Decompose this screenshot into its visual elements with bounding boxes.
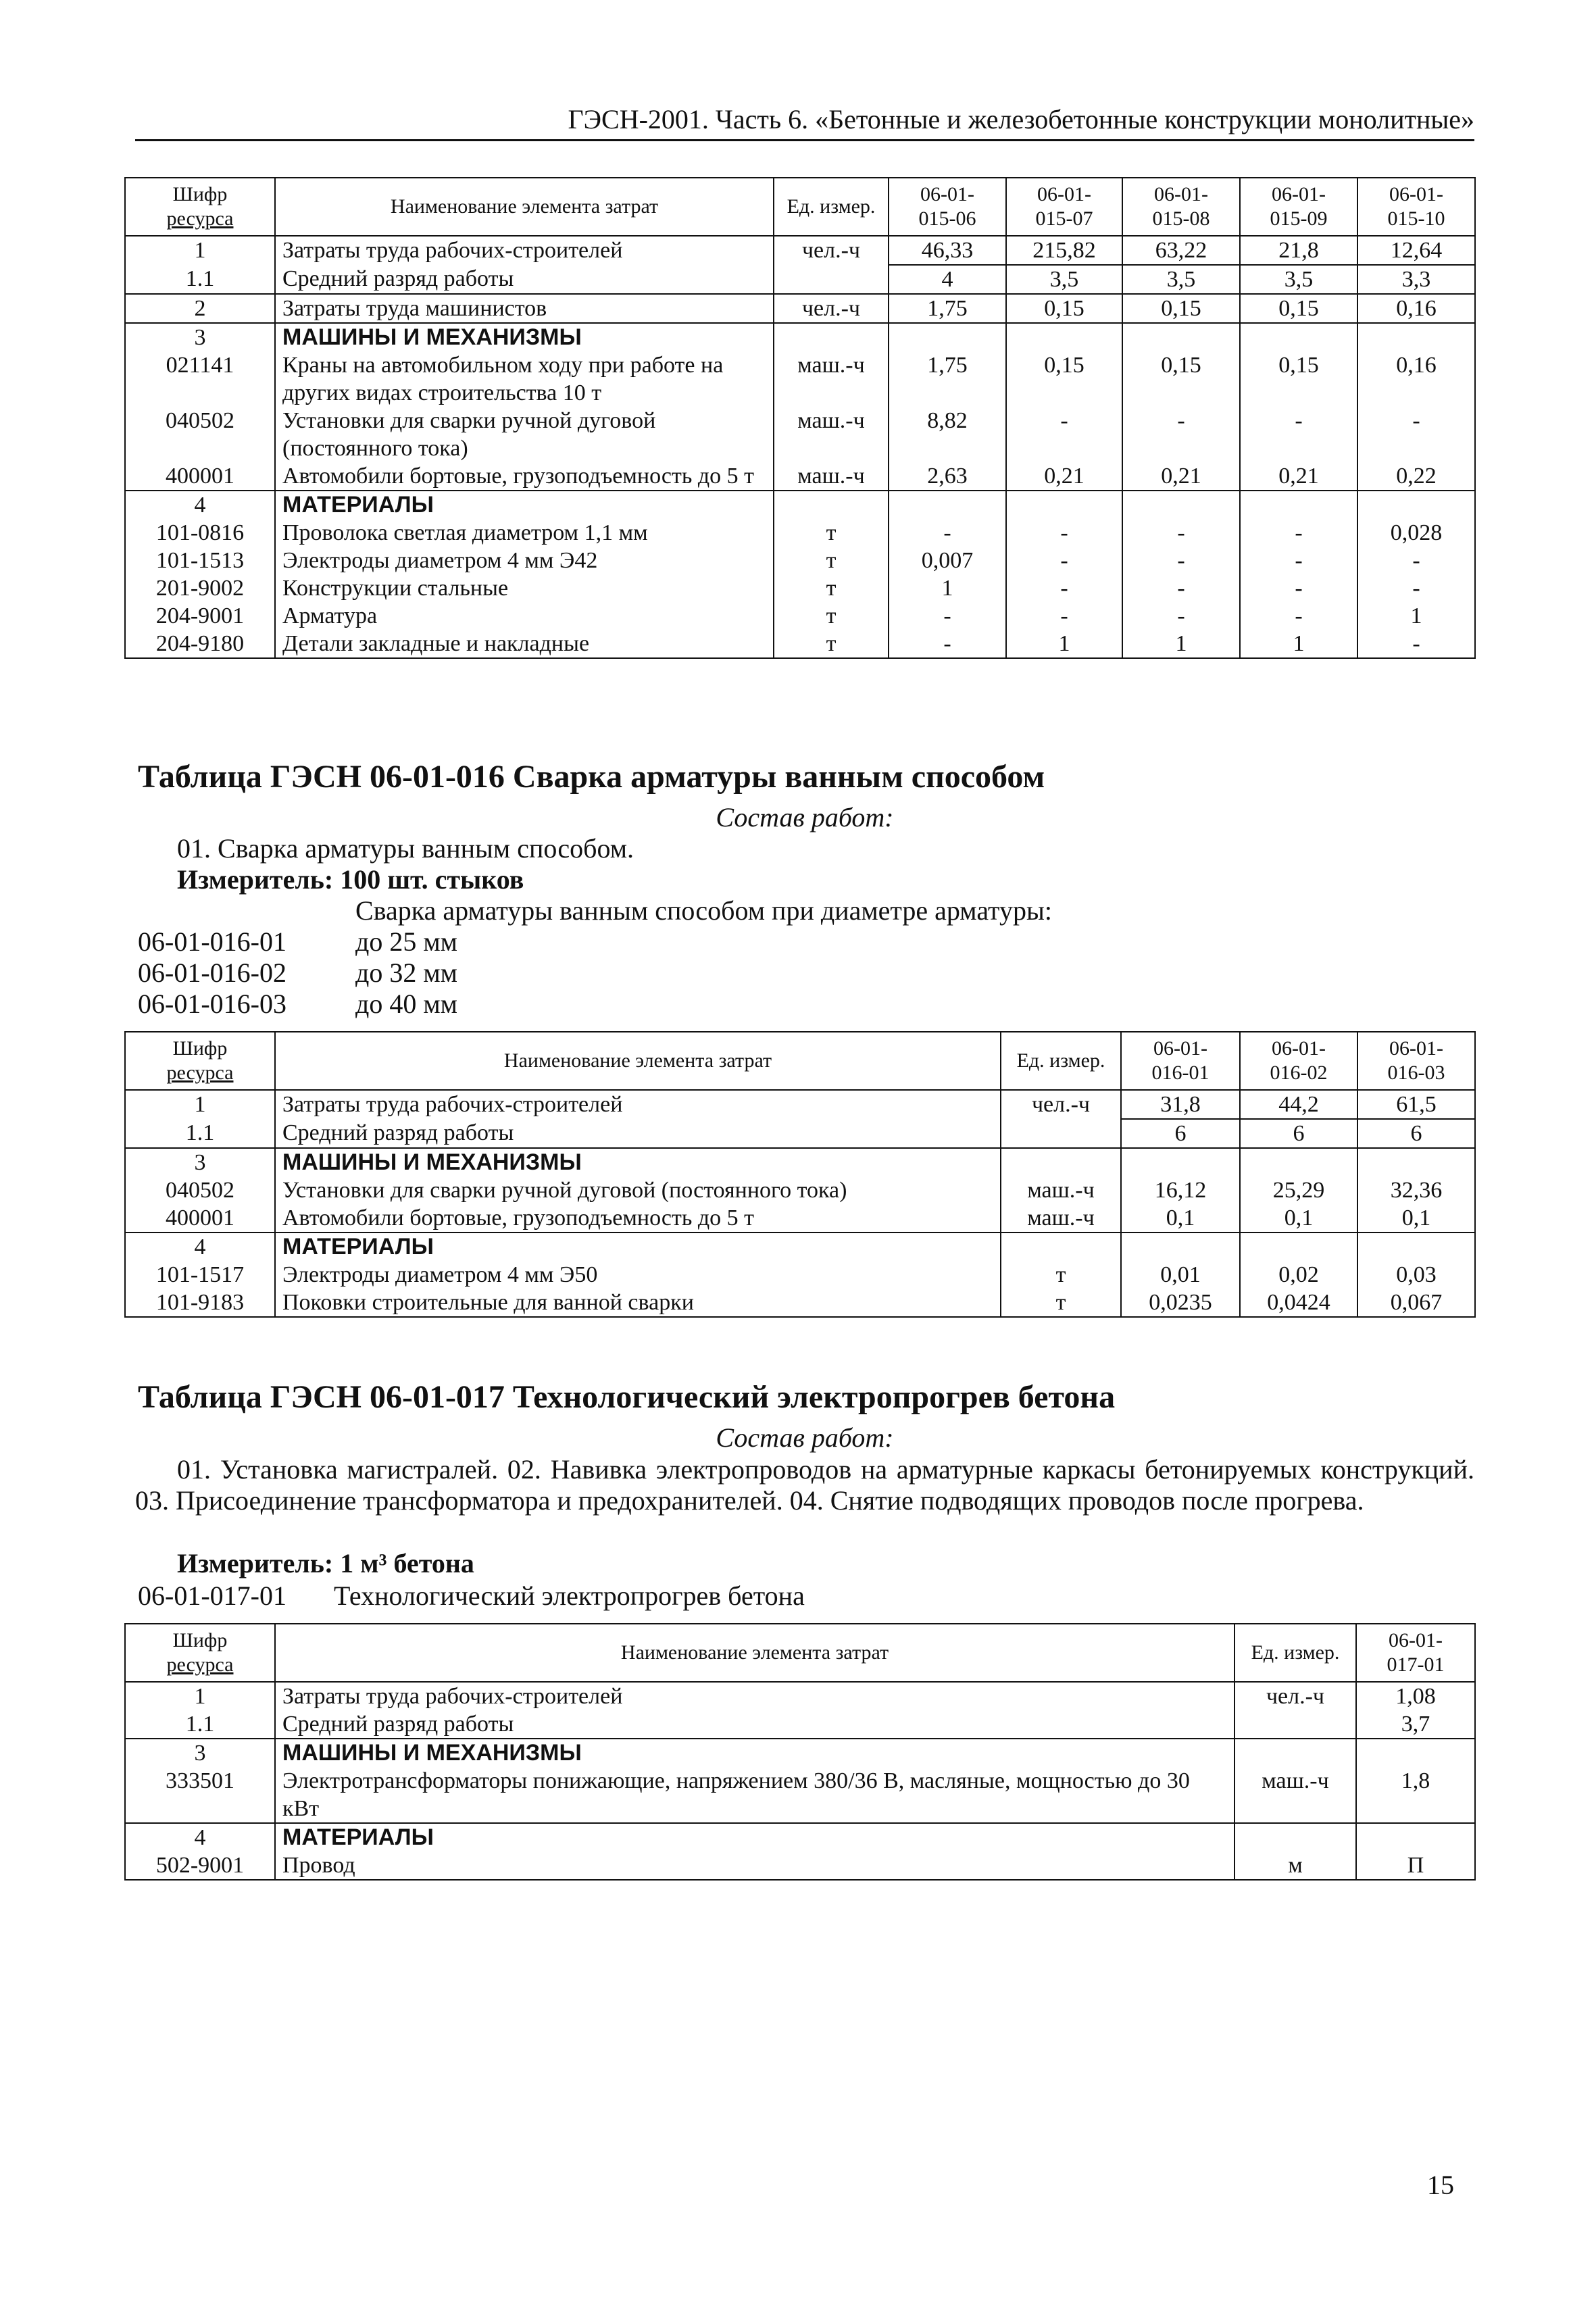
resource-name: Установки для сварки ручной дуговой (постоянного тока) bbox=[275, 1176, 1001, 1204]
unit-cell: маш.-ч bbox=[774, 462, 889, 491]
header-col-2: 06-01- 016-02 bbox=[1240, 1032, 1357, 1090]
table-row bbox=[125, 1176, 1475, 1204]
value-cell: - bbox=[1122, 519, 1240, 547]
value-cell: 1 bbox=[889, 574, 1006, 602]
table-header-row bbox=[125, 1624, 1475, 1682]
table-row bbox=[125, 1710, 1475, 1739]
header-unit: Ед. измер. bbox=[1235, 1624, 1356, 1682]
value-cell: 0,01 bbox=[1121, 1261, 1240, 1289]
value-cell: 0,16 bbox=[1357, 294, 1475, 323]
value-cell: 0,21 bbox=[1006, 462, 1122, 491]
value-cell: 1 bbox=[1006, 630, 1122, 658]
table-row bbox=[125, 1823, 1475, 1851]
section-heading: МАШИНЫ И МЕХАНИЗМЫ bbox=[275, 323, 774, 351]
value-cell: - bbox=[889, 630, 1006, 658]
resource-name: Затраты труда машинистов bbox=[275, 294, 774, 323]
table-row bbox=[125, 1739, 1475, 1767]
value-cell: 0,0424 bbox=[1240, 1289, 1357, 1317]
resource-code: 040502 bbox=[125, 1176, 275, 1204]
value-cell bbox=[1356, 1739, 1475, 1767]
item-code-017-01: 06-01-017-01 bbox=[138, 1580, 286, 1611]
value-cell bbox=[1121, 1148, 1240, 1176]
value-cell: - bbox=[889, 519, 1006, 547]
resource-code: 1.1 bbox=[125, 1119, 275, 1148]
resource-code: 101-1517 bbox=[125, 1261, 275, 1289]
table-row bbox=[125, 1261, 1475, 1289]
value-cell: - bbox=[1006, 407, 1122, 462]
value-cell: 0,1 bbox=[1121, 1204, 1240, 1233]
value-cell: - bbox=[1006, 602, 1122, 630]
resource-code: 3 bbox=[125, 1739, 275, 1767]
unit-cell: маш.-ч bbox=[1235, 1767, 1356, 1823]
table-row bbox=[125, 236, 1475, 265]
value-cell: 0,22 bbox=[1357, 462, 1475, 491]
item-desc-016-01: до 25 мм bbox=[355, 926, 457, 957]
unit-cell bbox=[1235, 1739, 1356, 1767]
resource-name: Краны на автомобильном ходу при работе на других видах строительства 10 т bbox=[275, 351, 774, 407]
unit-cell: т bbox=[1001, 1261, 1121, 1289]
value-cell: 12,64 bbox=[1357, 236, 1475, 265]
value-cell bbox=[1006, 491, 1122, 519]
resource-code: 502-9001 bbox=[125, 1851, 275, 1880]
item-desc-016-03: до 40 мм bbox=[355, 989, 457, 1019]
value-cell: 8,82 bbox=[889, 407, 1006, 462]
value-cell: 215,82 bbox=[1006, 236, 1122, 265]
value-cell: 1 bbox=[1240, 630, 1357, 658]
table-row bbox=[125, 1090, 1475, 1119]
value-cell: 46,33 bbox=[889, 236, 1006, 265]
header-code: Шифр ресурса bbox=[125, 178, 275, 236]
section-heading: МАТЕРИАЛЫ bbox=[275, 1233, 1001, 1261]
value-cell: - bbox=[1240, 574, 1357, 602]
value-cell: 61,5 bbox=[1357, 1090, 1475, 1119]
value-cell: 0,21 bbox=[1122, 462, 1240, 491]
value-cell: 0,0235 bbox=[1121, 1289, 1240, 1317]
unit-cell bbox=[774, 491, 889, 519]
value-cell: - bbox=[1357, 574, 1475, 602]
header-col-1: 06-01- 017-01 bbox=[1356, 1624, 1475, 1682]
resource-code: 101-0816 bbox=[125, 519, 275, 547]
unit-cell: т bbox=[1001, 1289, 1121, 1317]
table-row bbox=[125, 547, 1475, 574]
resource-table-016 bbox=[124, 1031, 1476, 1318]
resource-code: 1 bbox=[125, 1090, 275, 1119]
value-cell bbox=[1122, 323, 1240, 351]
value-cell: 6 bbox=[1121, 1119, 1240, 1148]
value-cell bbox=[1122, 491, 1240, 519]
unit-cell bbox=[1235, 1710, 1356, 1739]
value-cell: 3,5 bbox=[1240, 265, 1357, 294]
table-row bbox=[125, 1148, 1475, 1176]
value-cell: 0,15 bbox=[1006, 294, 1122, 323]
value-cell: 0,1 bbox=[1357, 1204, 1475, 1233]
unit-cell bbox=[774, 265, 889, 294]
table-row bbox=[125, 1289, 1475, 1317]
resource-code: 400001 bbox=[125, 462, 275, 491]
resource-name: Электроды диаметром 4 мм Э50 bbox=[275, 1261, 1001, 1289]
resource-name: Автомобили бортовые, грузоподъемность до 5 т bbox=[275, 462, 774, 491]
unit-cell: чел.-ч bbox=[1235, 1682, 1356, 1710]
table-row bbox=[125, 265, 1475, 294]
table-row bbox=[125, 407, 1475, 462]
section-title-016: Таблица ГЭСН 06-01-016 Сварка арматуры ванным способом bbox=[138, 759, 1045, 795]
value-cell: 0,15 bbox=[1240, 351, 1357, 407]
value-cell: 0,15 bbox=[1122, 351, 1240, 407]
value-cell: 0,028 bbox=[1357, 519, 1475, 547]
resource-code: 101-1513 bbox=[125, 547, 275, 574]
unit-cell: маш.-ч bbox=[774, 407, 889, 462]
item-code-016-01: 06-01-016-01 bbox=[138, 926, 286, 957]
value-cell: 1 bbox=[1122, 630, 1240, 658]
resource-code: 333501 bbox=[125, 1767, 275, 1823]
header-unit: Ед. измер. bbox=[774, 178, 889, 236]
header-col-4: 06-01- 015-09 bbox=[1240, 178, 1357, 236]
resource-code: 204-9180 bbox=[125, 630, 275, 658]
resource-name: Электротрансформаторы понижающие, напряжением 380/36 В, масляные, мощностью до 30 кВт bbox=[275, 1767, 1235, 1823]
value-cell: 0,15 bbox=[1122, 294, 1240, 323]
header-name: Наименование элемента затрат bbox=[275, 1624, 1235, 1682]
value-cell: - bbox=[1006, 547, 1122, 574]
value-cell: 1,08 bbox=[1356, 1682, 1475, 1710]
table-row bbox=[125, 630, 1475, 658]
composition-label-017: Состав работ: bbox=[716, 1422, 894, 1453]
header-col-1: 06-01- 016-01 bbox=[1121, 1032, 1240, 1090]
value-cell: - bbox=[1357, 547, 1475, 574]
value-cell: 0,02 bbox=[1240, 1261, 1357, 1289]
value-cell: - bbox=[1006, 574, 1122, 602]
header-col-2: 06-01- 015-07 bbox=[1006, 178, 1122, 236]
resource-code: 3 bbox=[125, 323, 275, 351]
resource-name: Провод bbox=[275, 1851, 1235, 1880]
resource-code: 4 bbox=[125, 1233, 275, 1261]
value-cell: - bbox=[1122, 574, 1240, 602]
resource-code: 1.1 bbox=[125, 265, 275, 294]
value-cell bbox=[889, 323, 1006, 351]
resource-code: 101-9183 bbox=[125, 1289, 275, 1317]
value-cell bbox=[1240, 323, 1357, 351]
header-col-3: 06-01- 015-08 bbox=[1122, 178, 1240, 236]
header-col-3: 06-01- 016-03 bbox=[1357, 1032, 1475, 1090]
table-header-row bbox=[125, 1032, 1475, 1090]
header-name: Наименование элемента затрат bbox=[275, 1032, 1001, 1090]
value-cell bbox=[1121, 1233, 1240, 1261]
table-row bbox=[125, 1682, 1475, 1710]
unit-cell: м bbox=[1235, 1851, 1356, 1880]
unit-cell: маш.-ч bbox=[1001, 1176, 1121, 1204]
table-row bbox=[125, 351, 1475, 407]
header-col-5: 06-01- 015-10 bbox=[1357, 178, 1475, 236]
table-row bbox=[125, 1851, 1475, 1880]
unit-cell bbox=[1001, 1119, 1121, 1148]
resource-code: 4 bbox=[125, 491, 275, 519]
value-cell: 0,067 bbox=[1357, 1289, 1475, 1317]
resource-name: Проволока светлая диаметром 1,1 мм bbox=[275, 519, 774, 547]
section-title-017: Таблица ГЭСН 06-01-017 Технологический электропрогрев бетона bbox=[138, 1379, 1116, 1415]
header-code: Шифр ресурса bbox=[125, 1032, 275, 1090]
value-cell: 4 bbox=[889, 265, 1006, 294]
value-cell: - bbox=[1240, 407, 1357, 462]
value-cell: 25,29 bbox=[1240, 1176, 1357, 1204]
resource-name: Установки для сварки ручной дуговой (постоянного тока) bbox=[275, 407, 774, 462]
resource-code: 3 bbox=[125, 1148, 275, 1176]
item-code-016-03: 06-01-016-03 bbox=[138, 989, 286, 1019]
unit-cell bbox=[774, 323, 889, 351]
unit-cell: чел.-ч bbox=[774, 236, 889, 265]
unit-cell: т bbox=[774, 519, 889, 547]
item-desc-016-02: до 32 мм bbox=[355, 957, 457, 988]
unit-cell bbox=[1001, 1148, 1121, 1176]
unit-cell: чел.-ч bbox=[1001, 1090, 1121, 1119]
item-code-016-02: 06-01-016-02 bbox=[138, 957, 286, 988]
table-row bbox=[125, 519, 1475, 547]
value-cell: 1,75 bbox=[889, 294, 1006, 323]
section-heading: МАТЕРИАЛЫ bbox=[275, 1823, 1235, 1851]
table-row bbox=[125, 491, 1475, 519]
value-cell: 63,22 bbox=[1122, 236, 1240, 265]
value-cell: - bbox=[1240, 602, 1357, 630]
meter-016: Измеритель: 100 шт. стыков bbox=[177, 864, 524, 895]
resource-name: Средний разряд работы bbox=[275, 265, 774, 294]
resource-name: Электроды диаметром 4 мм Э42 bbox=[275, 547, 774, 574]
table-row bbox=[125, 1233, 1475, 1261]
unit-cell: т bbox=[774, 630, 889, 658]
value-cell: 0,21 bbox=[1240, 462, 1357, 491]
item-desc-017-01: Технологический электропрогрев бетона bbox=[334, 1580, 805, 1611]
resource-code: 1 bbox=[125, 236, 275, 265]
value-cell: - bbox=[1357, 407, 1475, 462]
running-header: ГЭСН-2001. Часть 6. «Бетонные и железобетонные конструкции монолитные» bbox=[135, 103, 1474, 141]
page-number: 15 bbox=[1427, 2170, 1454, 2200]
table-row bbox=[125, 1119, 1475, 1148]
value-cell: 0,007 bbox=[889, 547, 1006, 574]
table-row bbox=[125, 1204, 1475, 1233]
value-cell: - bbox=[1240, 519, 1357, 547]
value-cell: 32,36 bbox=[1357, 1176, 1475, 1204]
unit-cell bbox=[1001, 1233, 1121, 1261]
value-cell: 3,5 bbox=[1006, 265, 1122, 294]
table-row bbox=[125, 323, 1475, 351]
resource-name: Затраты труда рабочих-строителей bbox=[275, 1682, 1235, 1710]
value-cell: - bbox=[889, 602, 1006, 630]
value-cell: 0,15 bbox=[1006, 351, 1122, 407]
value-cell: - bbox=[1357, 630, 1475, 658]
table-row bbox=[125, 294, 1475, 323]
table-header-row bbox=[125, 178, 1475, 236]
value-cell: 16,12 bbox=[1121, 1176, 1240, 1204]
section-heading: МАТЕРИАЛЫ bbox=[275, 491, 774, 519]
value-cell: 1,75 bbox=[889, 351, 1006, 407]
value-cell bbox=[1357, 1233, 1475, 1261]
value-cell: 6 bbox=[1357, 1119, 1475, 1148]
unit-cell: т bbox=[774, 547, 889, 574]
table-row bbox=[125, 1767, 1475, 1823]
resource-code: 2 bbox=[125, 294, 275, 323]
unit-cell: чел.-ч bbox=[774, 294, 889, 323]
meter-017: Измеритель: 1 м³ бетона bbox=[177, 1548, 474, 1578]
resource-code: 400001 bbox=[125, 1204, 275, 1233]
header-code: Шифр ресурса bbox=[125, 1624, 275, 1682]
value-cell: 3,5 bbox=[1122, 265, 1240, 294]
resource-name: Поковки строительные для ванной сварки bbox=[275, 1289, 1001, 1317]
table-row bbox=[125, 462, 1475, 491]
value-cell: - bbox=[1006, 519, 1122, 547]
value-cell: - bbox=[1122, 602, 1240, 630]
value-cell bbox=[889, 491, 1006, 519]
value-cell bbox=[1240, 1233, 1357, 1261]
composition-label-016: Состав работ: bbox=[716, 802, 894, 832]
value-cell: 6 bbox=[1240, 1119, 1357, 1148]
value-cell bbox=[1356, 1823, 1475, 1851]
value-cell: 0,15 bbox=[1240, 294, 1357, 323]
value-cell: 0,03 bbox=[1357, 1261, 1475, 1289]
value-cell bbox=[1240, 491, 1357, 519]
resource-code: 201-9002 bbox=[125, 574, 275, 602]
resource-name: Арматура bbox=[275, 602, 774, 630]
resource-name: Затраты труда рабочих-строителей bbox=[275, 1090, 1001, 1119]
resource-name: Конструкции стальные bbox=[275, 574, 774, 602]
value-cell: 3,3 bbox=[1357, 265, 1475, 294]
resource-code: 040502 bbox=[125, 407, 275, 462]
value-cell: - bbox=[1122, 407, 1240, 462]
resource-code: 1 bbox=[125, 1682, 275, 1710]
value-cell: - bbox=[1240, 547, 1357, 574]
resource-name: Средний разряд работы bbox=[275, 1119, 1001, 1148]
header-name: Наименование элемента затрат bbox=[275, 178, 774, 236]
value-cell: 2,63 bbox=[889, 462, 1006, 491]
unit-cell: маш.-ч bbox=[1001, 1204, 1121, 1233]
unit-cell bbox=[1235, 1823, 1356, 1851]
resource-name: Средний разряд работы bbox=[275, 1710, 1235, 1739]
composition-text-016: 01. Сварка арматуры ванным способом. bbox=[177, 833, 634, 864]
value-cell bbox=[1006, 323, 1122, 351]
resource-code: 204-9001 bbox=[125, 602, 275, 630]
header-unit: Ед. измер. bbox=[1001, 1032, 1121, 1090]
resource-code: 4 bbox=[125, 1823, 275, 1851]
resource-code: 021141 bbox=[125, 351, 275, 407]
resource-code: 1.1 bbox=[125, 1710, 275, 1739]
value-cell: 0,16 bbox=[1357, 351, 1475, 407]
value-cell: 0,1 bbox=[1240, 1204, 1357, 1233]
value-cell bbox=[1357, 323, 1475, 351]
value-cell: - bbox=[1122, 547, 1240, 574]
unit-cell: т bbox=[774, 602, 889, 630]
unit-cell: т bbox=[774, 574, 889, 602]
value-cell bbox=[1357, 491, 1475, 519]
value-cell: 31,8 bbox=[1121, 1090, 1240, 1119]
resource-name: Автомобили бортовые, грузоподъемность до 5 т bbox=[275, 1204, 1001, 1233]
value-cell: 3,7 bbox=[1356, 1710, 1475, 1739]
section-heading: МАШИНЫ И МЕХАНИЗМЫ bbox=[275, 1739, 1235, 1767]
subtitle-016: Сварка арматуры ванным способом при диаметре арматуры: bbox=[355, 895, 1052, 926]
table-row bbox=[125, 574, 1475, 602]
table-row bbox=[125, 602, 1475, 630]
value-cell: 1 bbox=[1357, 602, 1475, 630]
value-cell bbox=[1240, 1148, 1357, 1176]
value-cell bbox=[1357, 1148, 1475, 1176]
section-heading: МАШИНЫ И МЕХАНИЗМЫ bbox=[275, 1148, 1001, 1176]
value-cell: 44,2 bbox=[1240, 1090, 1357, 1119]
resource-name: Детали закладные и накладные bbox=[275, 630, 774, 658]
unit-cell: маш.-ч bbox=[774, 351, 889, 407]
value-cell: 21,8 bbox=[1240, 236, 1357, 265]
resource-name: Затраты труда рабочих-строителей bbox=[275, 236, 774, 265]
header-col-1: 06-01- 015-06 bbox=[889, 178, 1006, 236]
resource-table-017 bbox=[124, 1623, 1476, 1881]
value-cell: П bbox=[1356, 1851, 1475, 1880]
value-cell: 1,8 bbox=[1356, 1767, 1475, 1823]
composition-text-017: 01. Установка магистралей. 02. Навивка электропроводов на арматурные каркасы бетонируемых конструкций. 03. Присоединение трансформатора и предохранителей. 04. Снятие подводящих проводов после прогрева. bbox=[135, 1454, 1474, 1516]
resource-table-015 bbox=[124, 177, 1476, 659]
